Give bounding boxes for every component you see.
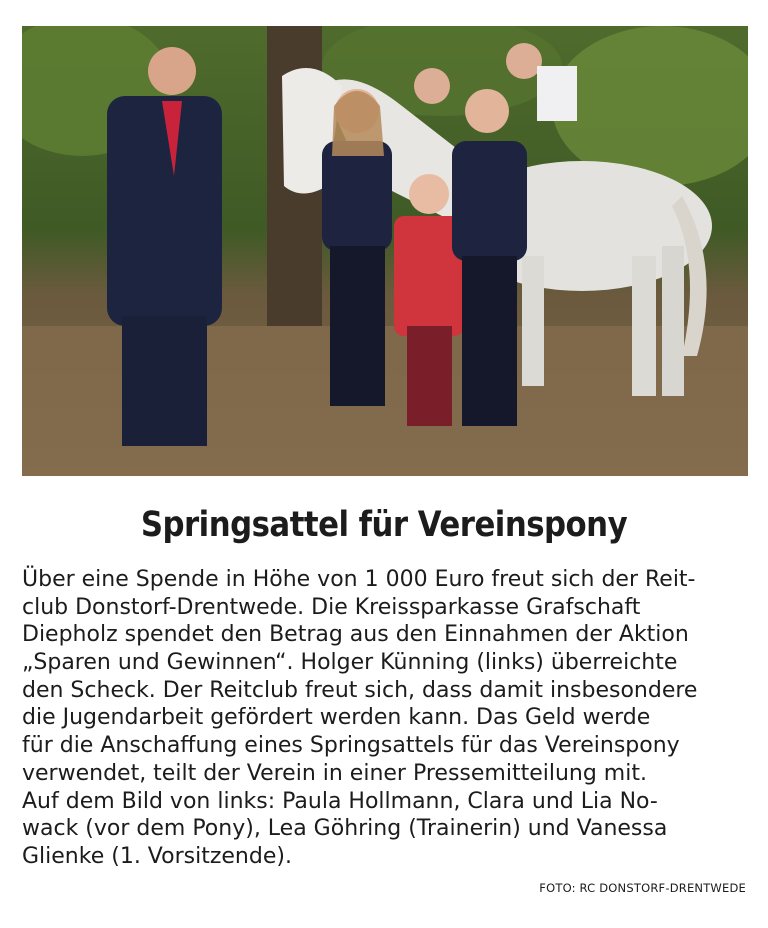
body-line: club Donstorf-Drentwede. Die Kreissparkasse Grafschaft [22, 594, 641, 620]
body-line: Glienke (1. Vorsitzende). [22, 843, 292, 869]
body-line: für die Anschaffung eines Springsattels für das Vereinspony [22, 733, 680, 759]
body-line: Diepholz spendet den Betrag aus den Einnahmen der Aktion [22, 622, 689, 648]
article-headline: Springsattel für Vereinspony [140, 505, 628, 545]
body-line: Auf dem Bild von links: Paula Hollmann, Clara und Lia No- [22, 788, 658, 814]
body-line: „Sparen und Gewinnen“. Holger Künning (links) überreichte [22, 650, 678, 676]
body-line: die Jugendarbeit gefördert werden kann. Das Geld werde [22, 705, 651, 731]
article-body [22, 566, 750, 871]
article-photo [22, 26, 748, 476]
body-line: verwendet, teilt der Verein in einer Pressemitteilung mit. [22, 760, 647, 786]
body-line: wack (vor dem Pony), Lea Göhring (Trainerin) und Vanessa [22, 816, 668, 842]
body-line: Über eine Spende in Höhe von 1 000 Euro freut sich der Reit- [22, 567, 696, 592]
horse-photo-icon [22, 26, 748, 476]
photo-credit: FOTO: RC DONSTORF-DRENTWEDE [539, 881, 746, 895]
body-line: den Scheck. Der Reitclub freut sich, dass damit insbesondere [22, 677, 698, 703]
